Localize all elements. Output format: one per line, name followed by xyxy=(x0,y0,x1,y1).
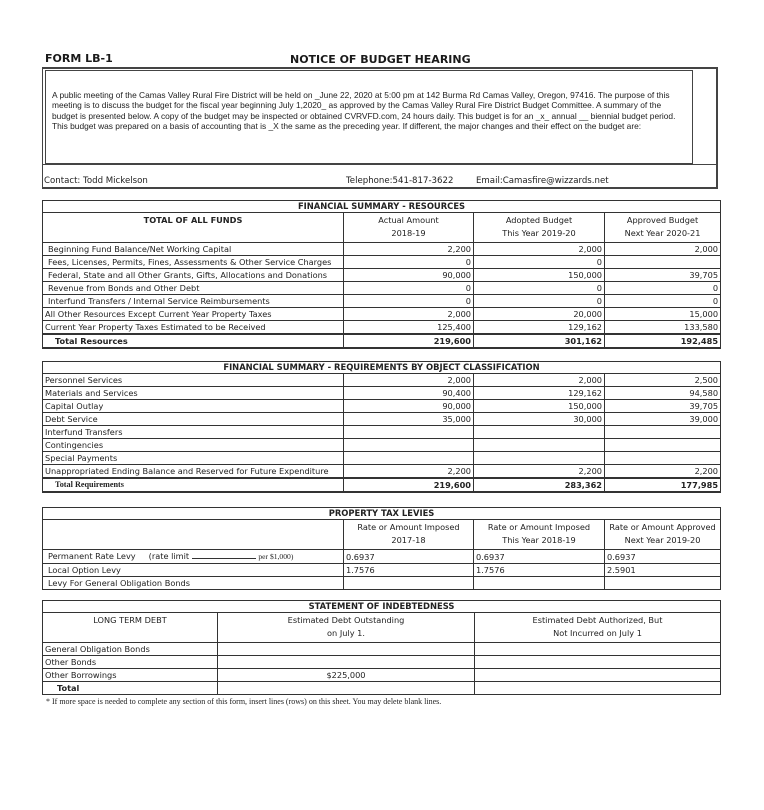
table-row: Unappropriated Ending Balance and Reserved for Future Expenditure 2,200 2,200 2,200 xyxy=(43,465,721,479)
table-row: Contingencies xyxy=(43,439,721,452)
column-header-imposed-current: Rate or Amount Imposed This Year 2018-19 xyxy=(474,520,605,550)
column-header-imposed-prior: Rate or Amount Imposed 2017-18 xyxy=(344,520,474,550)
table-row: Levy For General Obligation Bonds xyxy=(43,577,721,590)
footnote: * If more space is needed to complete any section of this form, insert lines (rows) on this sheet. You may delete blank lines. xyxy=(46,697,442,706)
levies-table xyxy=(42,507,721,590)
requirements-title: FINANCIAL SUMMARY - REQUIREMENTS BY OBJECT CLASSIFICATION xyxy=(43,362,721,374)
table-row: Federal, State and all Other Grants, Gifts, Allocations and Donations 90,000 150,000 39,705 xyxy=(43,269,721,282)
table-row: All Other Resources Except Current Year Property Taxes 2,000 20,000 15,000 xyxy=(43,308,721,321)
total-row: Total xyxy=(43,682,721,695)
column-header-approved-next: Rate or Amount Approved Next Year 2019-20 xyxy=(605,520,721,550)
resources-title: FINANCIAL SUMMARY - RESOURCES xyxy=(43,201,721,213)
indebtedness-title: STATEMENT OF INDEBTEDNESS xyxy=(43,601,721,613)
table-row: Capital Outlay 90,000 150,000 39,705 xyxy=(43,400,721,413)
table-row: Personnel Services 2,000 2,000 2,500 xyxy=(43,374,721,387)
table-row: Beginning Fund Balance/Net Working Capital 2,200 2,000 2,000 xyxy=(43,243,721,256)
table-row: Fees, Licenses, Permits, Fines, Assessments & Other Service Charges 0 0 xyxy=(43,256,721,269)
table-row: Other Borrowings $225,000 xyxy=(43,669,721,682)
resources-table xyxy=(42,200,721,349)
contact-name: Contact: Todd Mickelson xyxy=(44,176,148,186)
requirements-table xyxy=(42,361,721,493)
page-title: NOTICE OF BUDGET HEARING xyxy=(290,53,471,66)
table-row: General Obligation Bonds xyxy=(43,643,721,656)
total-row: Total Resources 219,600 301,162 192,485 xyxy=(43,334,721,348)
column-header-authorized: Estimated Debt Authorized, But Not Incurred on July 1 xyxy=(475,613,721,643)
table-row: Interfund Transfers xyxy=(43,426,721,439)
column-header-adopted: Adopted Budget This Year 2019-20 xyxy=(474,213,605,243)
notice-paragraph: A public meeting of the Camas Valley Rural Fire District will be held on _June 22, 2020 at 5:00 pm at 142 Burma Rd Camas Valley, Oregon, 97416. The purpose of this meeting is to discuss the budget for the fiscal year beginning July 1,2020_ as approved by the Camas Valley Rural Fire District Budget Committee. A summary of the budget is presented below. A copy of the budget may be inspected or obtained CVRVFD.com, 24 hours daily. This budget is for an _x_ annual __ biennial budget period. This budget was prepared on a basis of accounting that is _X the same as the preceding year. If different, the major changes and their effect on the budget are: xyxy=(52,90,676,132)
table-row: Permanent Rate Levy (rate limit per $1,000) 0.6937 0.6937 0.6937 xyxy=(43,550,721,564)
column-header-actual: Actual Amount 2018-19 xyxy=(344,213,474,243)
column-header-funds: TOTAL OF ALL FUNDS xyxy=(43,213,344,243)
table-row: Materials and Services 90,400 129,162 94,580 xyxy=(43,387,721,400)
table-row: Debt Service 35,000 30,000 39,000 xyxy=(43,413,721,426)
divider xyxy=(42,164,718,165)
table-row: Other Bonds xyxy=(43,656,721,669)
column-header-long-term-debt: LONG TERM DEBT xyxy=(43,613,218,643)
column-header-levy xyxy=(43,520,344,550)
table-row: Revenue from Bonds and Other Debt 0 0 0 xyxy=(43,282,721,295)
table-row: Current Year Property Taxes Estimated to be Received 125,400 129,162 133,580 xyxy=(43,321,721,335)
form-id: FORM LB-1 xyxy=(45,52,113,65)
table-row: Special Payments xyxy=(43,452,721,465)
column-header-approved: Approved Budget Next Year 2020-21 xyxy=(605,213,721,243)
levies-title: PROPERTY TAX LEVIES xyxy=(43,508,721,520)
indebtedness-table xyxy=(42,600,721,695)
table-row: Local Option Levy 1.7576 1.7576 2.5901 xyxy=(43,564,721,577)
rate-limit-blank xyxy=(192,550,256,559)
total-row: Total Requirements 219,600 283,362 177,985 xyxy=(43,478,721,492)
contact-telephone: Telephone:541-817-3622 xyxy=(346,176,454,186)
contact-email: Email:Camasfire@wizzards.net xyxy=(476,176,609,186)
table-row: Interfund Transfers / Internal Service Reimbursements 0 0 0 xyxy=(43,295,721,308)
column-header-outstanding: Estimated Debt Outstanding on July 1. xyxy=(218,613,475,643)
